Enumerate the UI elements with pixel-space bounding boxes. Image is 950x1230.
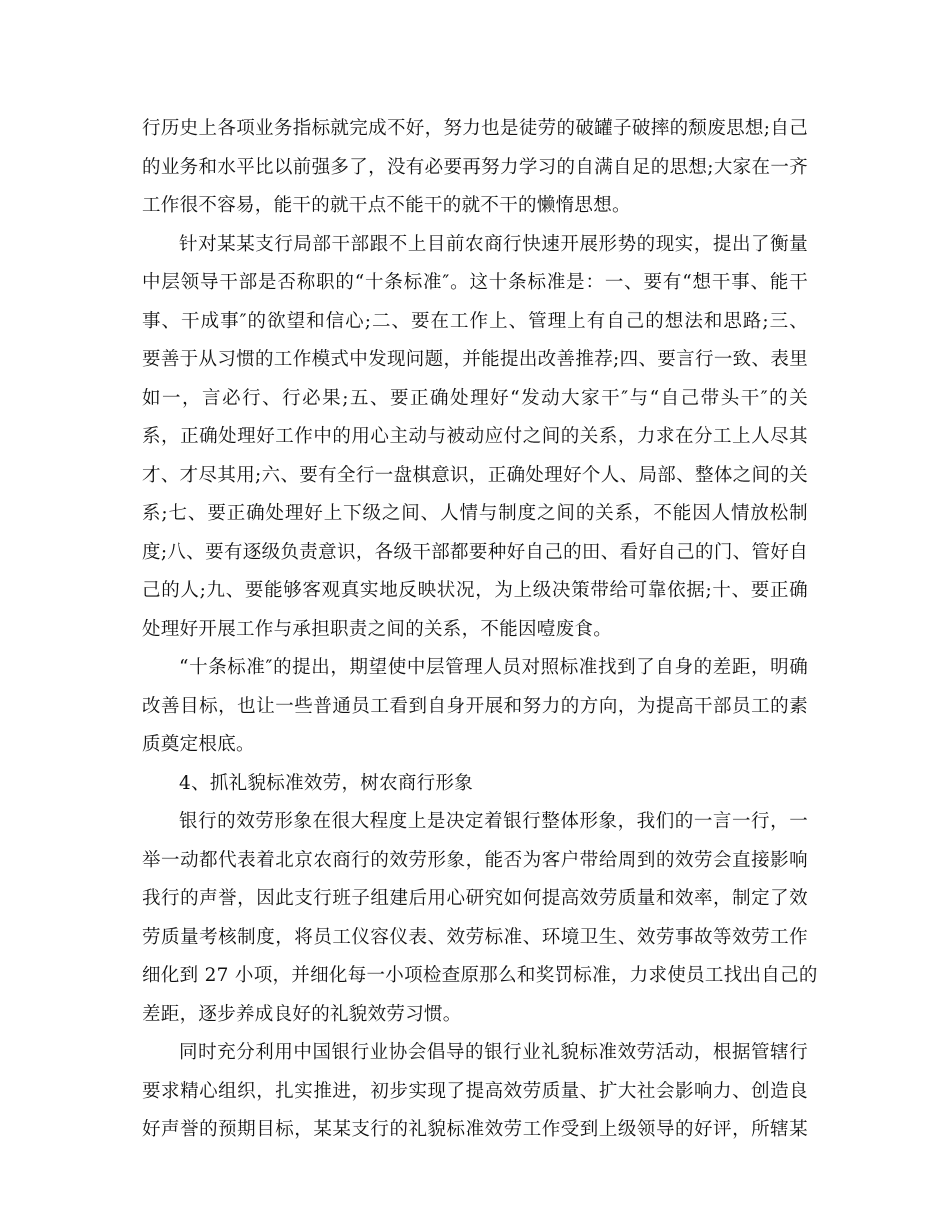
text-line: 己的人;九、要能够客观真实地反映状况，为上级决策带给可靠依据;十、要正确	[142, 580, 808, 601]
text-line: 细化到 27 小项，并细化每一小项检查原那么和奖罚标准，力求使员工找出自己的	[142, 965, 818, 986]
text-line: 工作很不容易，能干的就干点不能干的就不干的懒惰思想。	[142, 195, 631, 216]
paragraph-1	[142, 110, 808, 226]
text-line: 劳质量考核制度，将员工仪容仪表、效劳标准、环境卫生、效劳事故等效劳工作	[142, 926, 808, 948]
text-line: 行历史上各项业务指标就完成不好，努力也是徒劳的破罐子破摔的颓废思想;自己	[142, 118, 808, 139]
paragraph-5	[142, 803, 818, 1034]
text-line: 举一动都代表着北京农商行的效劳形象，能否为客户带给周到的效劳会直接影响	[142, 849, 808, 871]
text-line: 银行的效劳形象在很大程度上是决定着银行整体形象，我们的一言一行，一	[179, 811, 808, 832]
text-line: 我行的声誉，因此支行班子组建后用心研究如何提高效劳质量和效率，制定了效	[142, 888, 808, 909]
text-line: 系，正确处理好工作中的用心主动与被动应付之间的关系，力求在分工上人尽其	[142, 426, 808, 447]
text-line: 事、干成事″的欲望和信心;二、要在工作上、管理上有自己的想法和思路;三、	[142, 310, 808, 332]
text-line: 中层领导干部是否称职的“十条标准″。这十条标准是：一、要有“想干事、能干	[142, 272, 808, 293]
text-line: 才、才尽其用;六、要有全行一盘棋意识，正确处理好个人、局部、整体之间的关	[142, 464, 808, 486]
text-line: 针对某某支行局部干部跟不上目前农商行快速开展形势的现实，提出了衡量	[179, 233, 808, 255]
document-body	[142, 110, 818, 1150]
text-line: 如一，言必行、行必果;五、要正确处理好“发动大家干″与“自己带头干″的关	[142, 387, 808, 409]
text-line: 系;七、要正确处理好上下级之间、人情与制度之间的关系，不能因人情放松制	[142, 503, 808, 524]
paragraph-2	[142, 226, 808, 650]
text-line: 改善目标，也让一些普通员工看到自身开展和努力的方向，为提高干部员工的素	[142, 695, 808, 717]
paragraph-6	[142, 1034, 808, 1150]
section-heading	[142, 765, 808, 804]
text-line: 好声誉的预期目标，某某支行的礼貌标准效劳工作受到上级领导的好评，所辖某	[142, 1119, 808, 1140]
text-line: 要善于从习惯的工作模式中发现问题，并能提出改善推荐;四、要言行一致、表里	[142, 349, 808, 370]
text-line: 的业务和水平比以前强多了，没有必要再努力学习的自满自足的思想;大家在一齐	[142, 156, 808, 178]
heading-text: 4、抓礼貌标准效劳，树农商行形象	[179, 772, 474, 794]
paragraph-3	[142, 649, 808, 765]
text-line: 处理好开展工作与承担职责之间的关系，不能因噎废食。	[142, 618, 613, 640]
text-line: 同时充分利用中国银行业协会倡导的银行业礼貌标准效劳活动，根据管辖行	[179, 1042, 808, 1063]
text-line: 质奠定根底。	[142, 734, 255, 755]
text-line: 度;八、要有逐级负责意识，各级干部都要种好自己的田、看好自己的门、管好自	[142, 541, 808, 563]
text-line: 要求精心组织，扎实推进，初步实现了提高效劳质量、扩大社会影响力、创造良	[142, 1080, 808, 1102]
text-line: “十条标准″的提出，期望使中层管理人员对照标准找到了自身的差距，明确	[179, 657, 808, 678]
text-line: 差距，逐步养成良好的礼貌效劳习惯。	[142, 1003, 462, 1025]
